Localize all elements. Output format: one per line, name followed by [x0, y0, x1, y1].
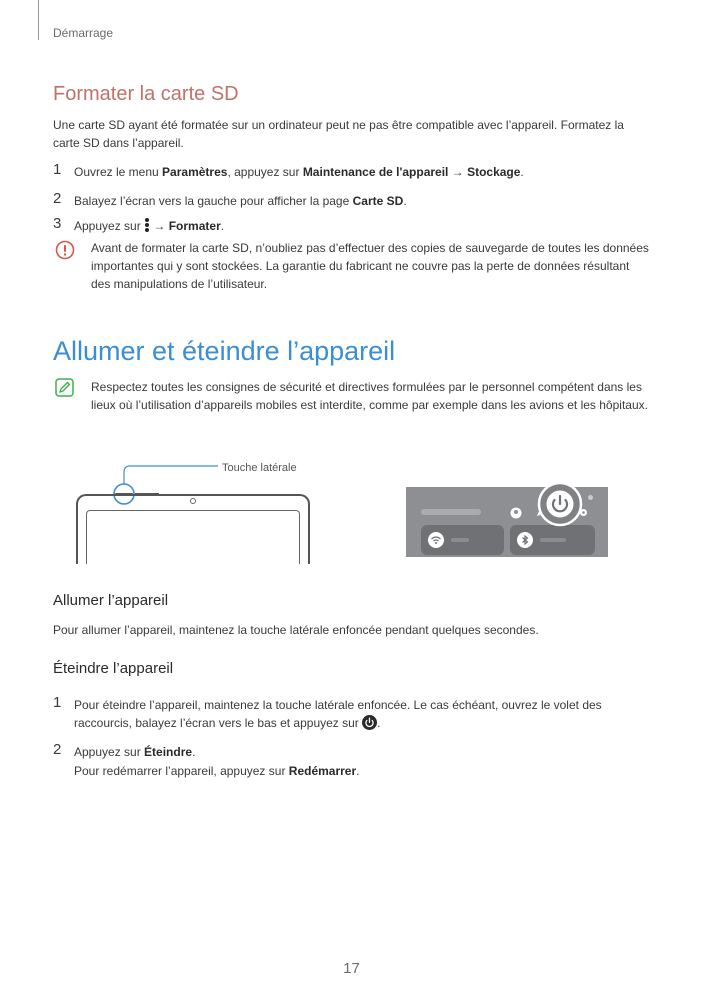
header-rule	[38, 0, 39, 40]
section-header: Démarrage	[53, 26, 114, 40]
warning-text: Avant de formater la carte SD, n’oubliez pas d’effectuer des copies de sauvegarde de toutes les données importantes qui y sont stockées. La garantie du fabricant ne couvre pas la perte de données résultant des manipulations de l’utilisateur.	[91, 241, 649, 291]
wifi-icon	[428, 532, 444, 548]
step-text: .	[220, 219, 225, 233]
step-text: .	[356, 764, 360, 778]
sd-format-title: Formater la carte SD	[53, 83, 239, 105]
step-number: 2	[53, 741, 62, 758]
menu-sd-card: Carte SD	[352, 194, 404, 208]
warning-icon	[55, 240, 75, 260]
power-icon	[362, 715, 377, 730]
step-number: 1	[53, 161, 62, 178]
step-text: , appuyez sur	[227, 165, 303, 179]
menu-storage: Stockage	[467, 165, 521, 179]
step-text: Appuyez sur	[74, 219, 145, 233]
more-options-icon	[144, 218, 150, 232]
power-on-title: Allumer l’appareil	[53, 592, 169, 609]
front-camera	[190, 498, 196, 504]
step-text: .	[403, 194, 407, 208]
step-number: 3	[53, 215, 62, 232]
step-text: .	[520, 165, 524, 179]
power-off-title: Éteindre l’appareil	[53, 660, 174, 677]
step-text: Pour redémarrer l’appareil, appuyez sur	[74, 764, 289, 778]
volume-key	[135, 493, 159, 496]
step-text: Appuyez sur	[74, 745, 145, 759]
page-number: 17	[343, 960, 360, 977]
step-number: 2	[53, 190, 62, 207]
step-text: .	[377, 716, 381, 730]
arrow-text: →	[150, 219, 169, 233]
blurred-date	[421, 509, 481, 515]
blurred-label	[540, 538, 566, 542]
bluetooth-tile[interactable]	[510, 525, 595, 555]
note-icon	[55, 378, 74, 397]
option-power-off: Éteindre	[144, 745, 193, 759]
bluetooth-icon	[517, 532, 533, 548]
step-text: .	[192, 745, 196, 759]
option-restart: Redémarrer	[288, 764, 357, 778]
sd-intro: Une carte SD ayant été formatée sur un ordinateur peut ne pas être compatible avec l’appareil. Formatez la carte SD dans l’appareil.	[53, 118, 624, 150]
indicator-dot	[588, 495, 593, 500]
step-text: Ouvrez le menu	[74, 165, 163, 179]
power-section-title: Allumer et éteindre l’appareil	[53, 336, 396, 366]
blurred-label	[451, 538, 469, 542]
wifi-tile[interactable]	[421, 525, 504, 555]
arrow-text: →	[448, 165, 468, 179]
user-icon	[510, 507, 522, 519]
step-text: Pour éteindre l’appareil, maintenez la touche latérale enfoncée. Le cas échéant, ouvrez le volet des raccourcis, balayez l’écran vers le bas et appuyez sur	[74, 698, 602, 730]
side-key-callout-label: Touche latérale	[222, 462, 297, 474]
power-button-icon[interactable]	[537, 481, 583, 527]
tablet-screen	[86, 510, 300, 564]
power-on-text: Pour allumer l’appareil, maintenez la touche latérale enfoncée pendant quelques secondes.	[53, 623, 539, 637]
menu-device-care: Maintenance de l'appareil	[302, 165, 449, 179]
step-number: 1	[53, 694, 62, 711]
menu-format: Formater	[168, 219, 221, 233]
step-text: Balayez l’écran vers la gauche pour afficher la page	[74, 194, 353, 208]
menu-settings: Paramètres	[162, 165, 228, 179]
safety-note-text: Respectez toutes les consignes de sécurité et directives formulées par le personnel compétent dans les lieux où l’utilisation d’appareils mobiles est interdite, comme par exemple dans les avions et les hôpitaux.	[91, 380, 648, 412]
